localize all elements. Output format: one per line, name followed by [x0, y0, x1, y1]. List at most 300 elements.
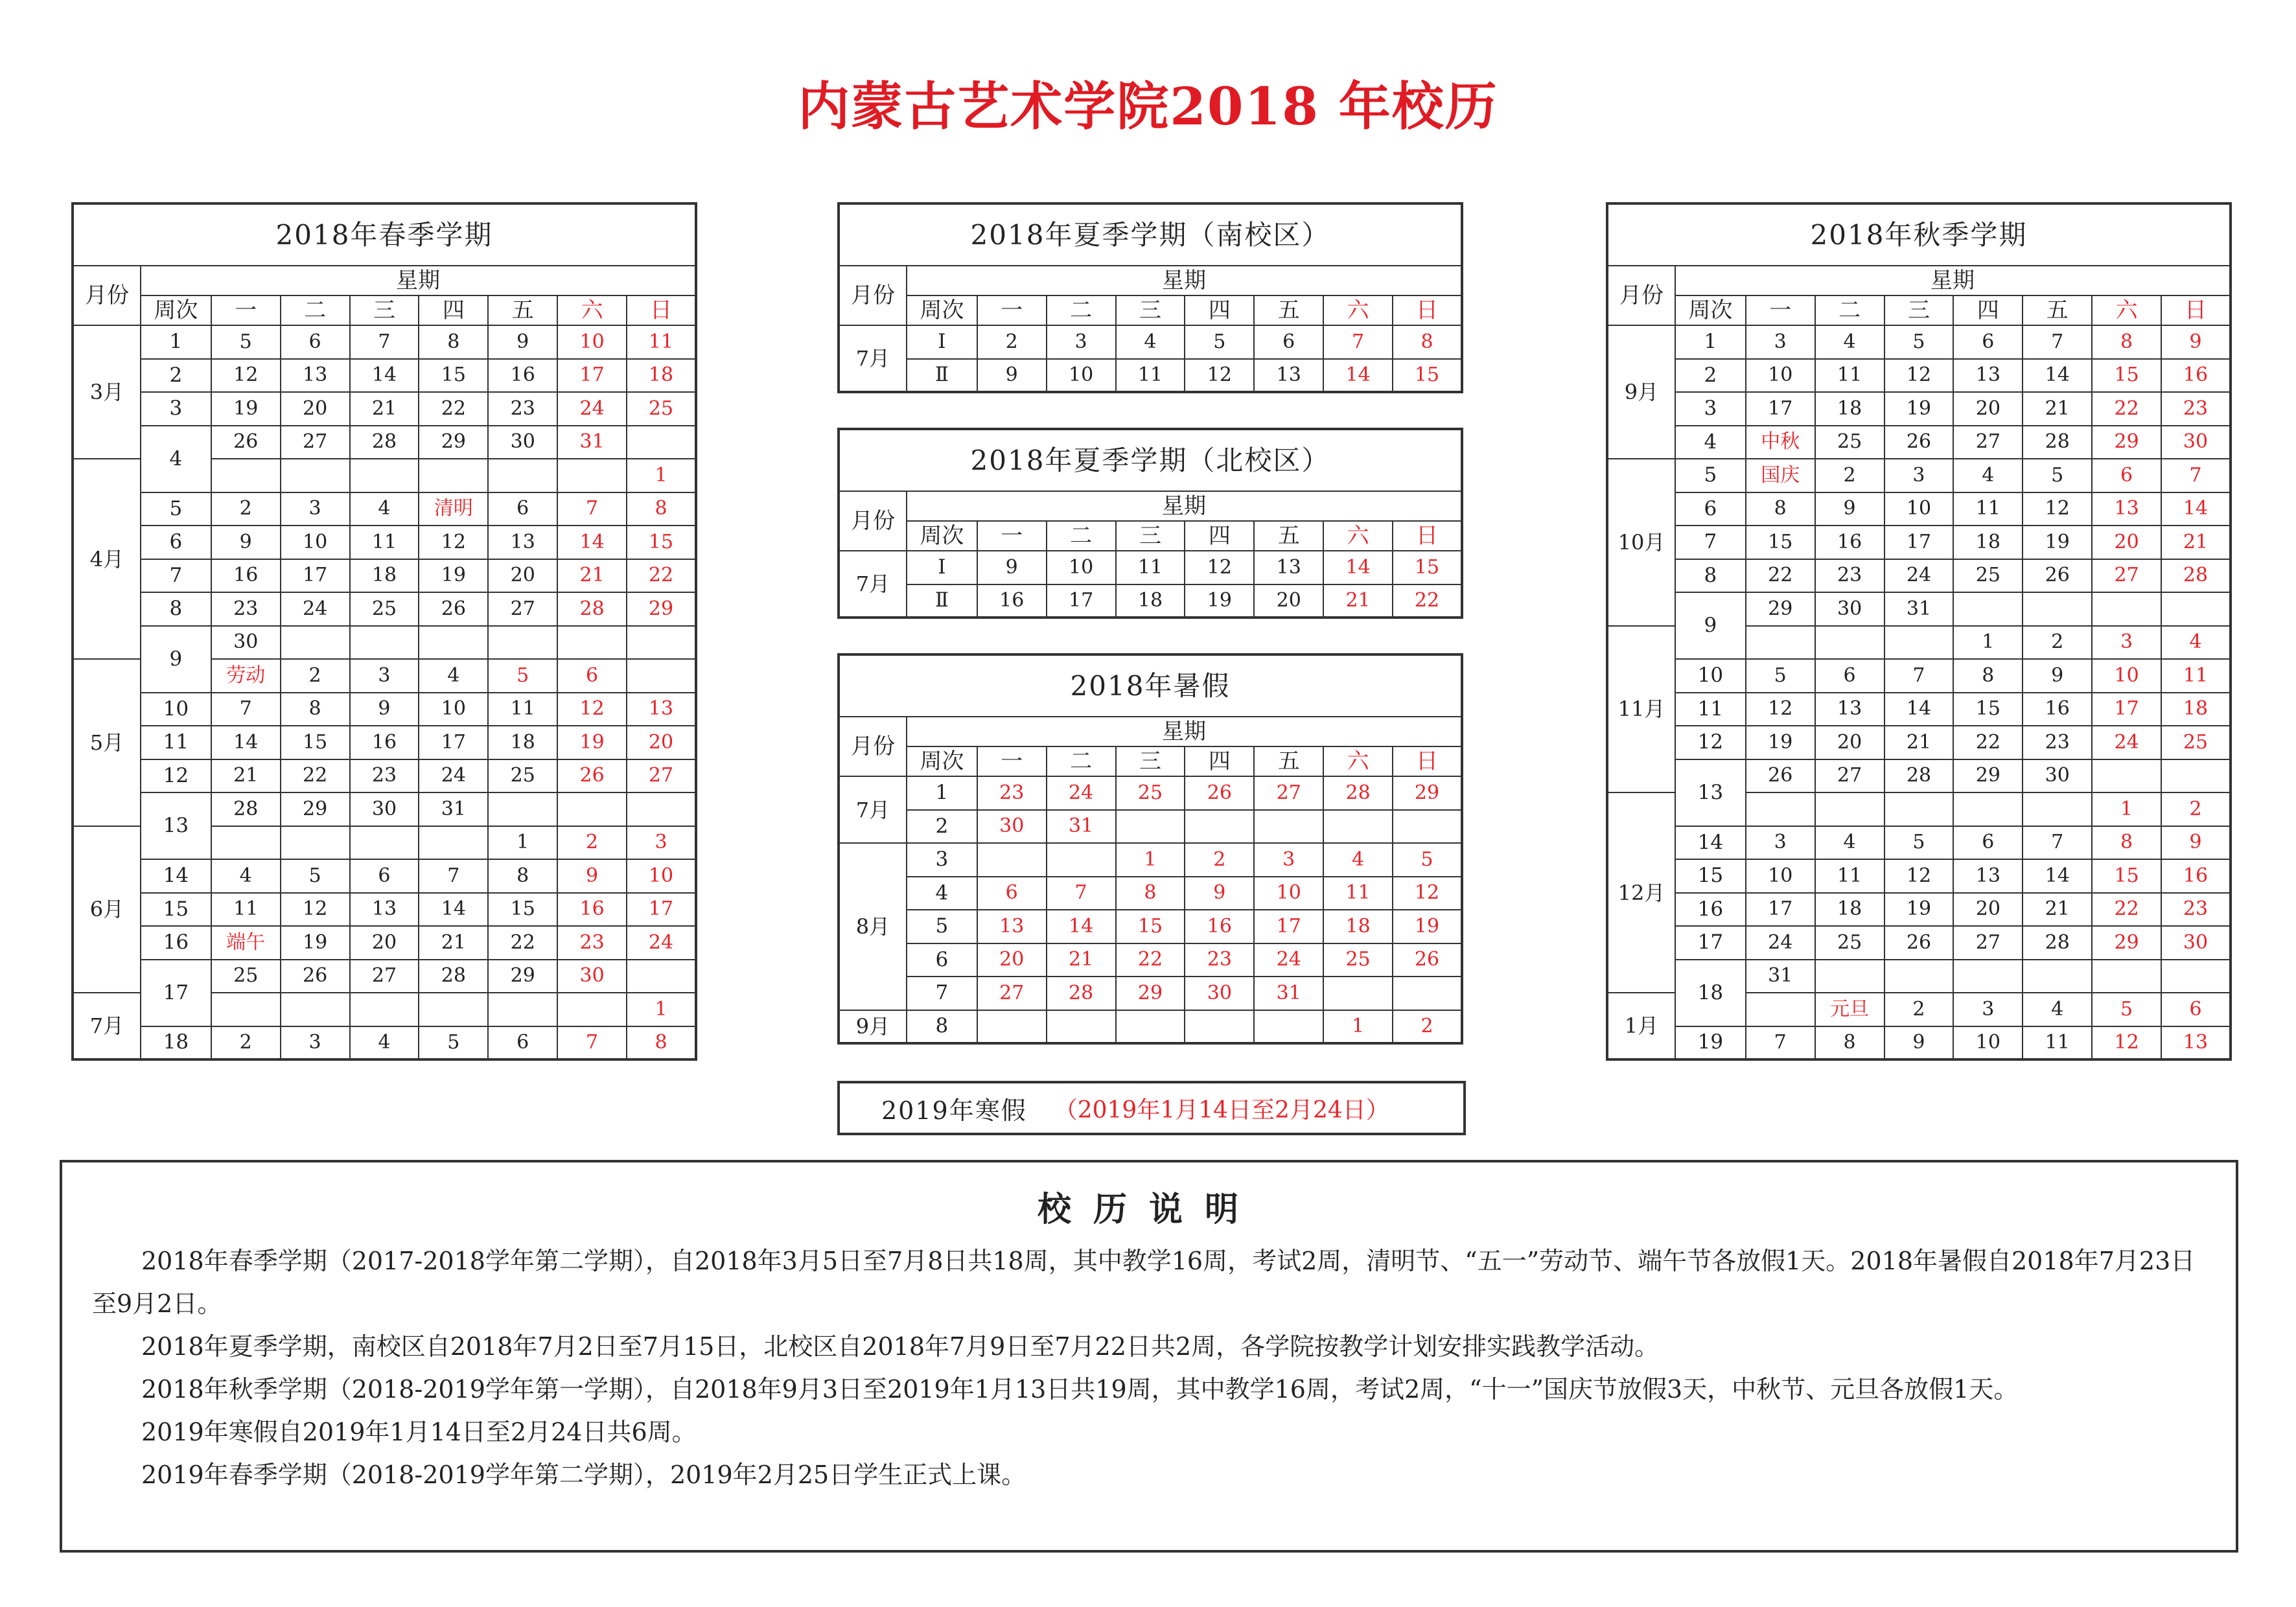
day-cell: 19: [1393, 910, 1462, 943]
day-cell: 15: [1393, 359, 1462, 393]
day-cell: [2092, 960, 2161, 993]
weekday-label: 三: [1116, 521, 1185, 551]
day-cell: 8: [627, 492, 696, 526]
notes-paragraph: 2018年春季学期（2017-2018学年第二学期），自2018年3月5日至7月8日共18周，其中教学16周，考试2周，清明节、“五一”劳动节、端午节各放假1天。2018年暑假自2018年7月23日至9月2日。: [92, 1247, 2196, 1318]
day-cell: 8: [627, 1026, 696, 1060]
week-number: 1: [907, 776, 977, 810]
day-cell: 26: [557, 759, 627, 793]
day-cell: 25: [2161, 726, 2231, 759]
day-cell: [350, 626, 419, 660]
weekday-label: 二: [1047, 521, 1116, 551]
day-cell: 13: [1815, 693, 1884, 726]
day-cell: 26: [281, 960, 350, 993]
day-cell: 29: [419, 426, 488, 459]
day-cell: 21: [1884, 726, 1954, 759]
week-number: 2: [141, 359, 211, 393]
day-cell: 10: [1746, 359, 1815, 393]
day-cell: 3: [1254, 843, 1323, 877]
day-cell: 22: [627, 559, 696, 593]
day-cell: [488, 993, 557, 1026]
weekday-label: 五: [488, 295, 557, 325]
day-cell: 27: [1254, 776, 1323, 810]
day-cell: 5: [488, 659, 557, 693]
weekday-label: 五: [1254, 521, 1323, 551]
day-cell: 6: [488, 1026, 557, 1060]
day-cell: 1: [627, 459, 696, 492]
day-cell: 28: [211, 792, 281, 826]
weekday-label: 一: [977, 521, 1047, 551]
day-cell: 11: [350, 526, 419, 559]
day-cell: 23: [1815, 559, 1884, 593]
weekday-label: 一: [977, 295, 1047, 325]
week-number: 7: [907, 977, 977, 1010]
day-cell: 30: [2023, 759, 2092, 793]
day-cell: 18: [1815, 392, 1884, 426]
day-cell: 9: [2023, 659, 2092, 693]
month-label: 6月: [73, 826, 141, 993]
day-cell: [1884, 960, 1954, 993]
day-cell: 11: [1815, 859, 1884, 893]
day-cell: 25: [1815, 426, 1884, 459]
day-cell: 23: [1185, 943, 1254, 977]
day-cell: 18: [1953, 526, 2023, 559]
day-cell: 14: [211, 726, 281, 759]
day-cell: [211, 993, 281, 1026]
day-cell: 8: [281, 693, 350, 726]
week-number: Ⅱ: [907, 584, 977, 618]
day-cell: 24: [1047, 776, 1116, 810]
day-cell: 29: [488, 960, 557, 993]
day-cell: 2: [2161, 792, 2231, 826]
month-label: 7月: [73, 993, 141, 1059]
day-cell: 18: [1323, 910, 1393, 943]
week-number: 9: [141, 626, 211, 693]
day-cell: 9: [2161, 325, 2231, 359]
day-cell: 20: [1953, 893, 2023, 927]
day-cell: 21: [211, 759, 281, 793]
day-cell: 6: [1953, 325, 2023, 359]
week-number: 11: [1675, 693, 1746, 726]
day-cell: 29: [1116, 977, 1185, 1010]
day-cell: 12: [1884, 359, 1954, 393]
day-cell: 7: [557, 492, 627, 526]
day-cell: 19: [211, 392, 281, 426]
day-cell: [1746, 792, 1815, 826]
day-cell: 13: [1254, 551, 1323, 584]
day-cell: 15: [1746, 526, 1815, 559]
day-cell: [2161, 960, 2231, 993]
notes-title: 校历说明: [1037, 1190, 1260, 1229]
day-cell: 25: [1323, 943, 1393, 977]
day-cell: [557, 993, 627, 1026]
day-cell: 1: [2092, 792, 2161, 826]
day-cell: 17: [281, 559, 350, 593]
weekday-label: 日: [1393, 746, 1462, 776]
week-number: 6: [141, 526, 211, 559]
day-cell: 6: [557, 659, 627, 693]
day-cell: 1: [488, 826, 557, 860]
month-label: 9月: [1607, 325, 1675, 459]
day-cell: [350, 826, 419, 860]
day-cell: 端午: [211, 926, 281, 960]
day-cell: 15: [1393, 551, 1462, 584]
week-number: Ⅰ: [907, 325, 977, 359]
week-number: 15: [1675, 859, 1746, 893]
autumn-semester-table: [1606, 202, 2232, 1061]
day-cell: 13: [1254, 359, 1323, 393]
day-cell: 5: [1884, 325, 1954, 359]
week-number: 2: [907, 810, 977, 844]
day-cell: [488, 626, 557, 660]
day-cell: 3: [1047, 325, 1116, 359]
weekday-label: 日: [1393, 295, 1462, 325]
day-cell: [1185, 1010, 1254, 1044]
week-number: 5: [141, 492, 211, 526]
day-cell: 15: [419, 359, 488, 393]
day-cell: 30: [2161, 426, 2231, 459]
day-cell: 17: [1884, 526, 1954, 559]
day-cell: 30: [211, 626, 281, 660]
day-cell: 24: [1746, 926, 1815, 960]
weekday-label: 日: [1393, 521, 1462, 551]
month-label: 9月: [839, 1010, 907, 1044]
day-cell: [1815, 960, 1884, 993]
day-cell: 9: [1815, 492, 1884, 526]
day-cell: 6: [281, 325, 350, 359]
day-cell: 25: [350, 592, 419, 626]
day-cell: 20: [1953, 392, 2023, 426]
day-cell: 21: [2161, 526, 2231, 559]
day-cell: 6: [2161, 993, 2231, 1026]
month-label: 10月: [1607, 459, 1675, 626]
day-cell: [557, 792, 627, 826]
week-number: 6: [907, 943, 977, 977]
day-cell: 29: [1953, 759, 2023, 793]
month-label: 8月: [839, 843, 907, 1010]
day-cell: [281, 993, 350, 1026]
day-cell: 6: [2092, 459, 2161, 492]
day-cell: 8: [1953, 659, 2023, 693]
day-cell: 3: [1746, 826, 1815, 860]
day-cell: 17: [1746, 392, 1815, 426]
day-cell: 国庆: [1746, 459, 1815, 492]
day-cell: 6: [350, 859, 419, 893]
day-cell: 21: [350, 392, 419, 426]
day-cell: 28: [350, 426, 419, 459]
day-cell: [281, 826, 350, 860]
day-cell: 16: [350, 726, 419, 759]
week-number: 18: [1675, 960, 1746, 1026]
weekday-label: 日: [2161, 295, 2231, 325]
week-number: 7: [141, 559, 211, 593]
day-cell: 31: [1884, 592, 1954, 626]
day-cell: 9: [557, 859, 627, 893]
day-cell: 3: [1953, 993, 2023, 1026]
week-number: 7: [1675, 526, 1746, 559]
weekday-label: 六: [2092, 295, 2161, 325]
day-cell: [557, 626, 627, 660]
winter-break-label: 2019年寒假: [881, 1096, 1027, 1125]
month-header: 月份: [839, 491, 907, 551]
day-cell: 9: [488, 325, 557, 359]
day-cell: 16: [2161, 359, 2231, 393]
weekday-label: 四: [1185, 746, 1254, 776]
day-cell: 15: [1116, 910, 1185, 943]
day-cell: [2161, 759, 2231, 793]
day-cell: 13: [1953, 859, 2023, 893]
day-cell: 10: [419, 693, 488, 726]
day-cell: 12: [1746, 693, 1815, 726]
day-cell: [627, 426, 696, 459]
day-cell: 25: [1953, 559, 2023, 593]
day-cell: 14: [2023, 859, 2092, 893]
notes-paragraph: 2019年春季学期（2018-2019学年第二学期），2019年2月25日学生正式上课。: [141, 1461, 1026, 1489]
day-cell: 7: [350, 325, 419, 359]
month-header: 月份: [73, 266, 141, 325]
day-cell: [488, 459, 557, 492]
day-cell: 6: [488, 492, 557, 526]
day-cell: 14: [1047, 910, 1116, 943]
weekday-header: 星期: [1675, 266, 2231, 295]
week-number: 17: [141, 960, 211, 1026]
day-cell: 11: [627, 325, 696, 359]
week-number: 16: [141, 926, 211, 960]
day-cell: [281, 459, 350, 492]
day-cell: [627, 626, 696, 660]
weekday-label: 六: [1323, 746, 1393, 776]
day-cell: 1: [1323, 1010, 1393, 1044]
week-number: 9: [1675, 592, 1746, 659]
day-cell: 23: [2023, 726, 2092, 759]
day-cell: 13: [281, 359, 350, 393]
day-cell: 7: [2161, 459, 2231, 492]
day-cell: 26: [2023, 559, 2092, 593]
day-cell: 29: [281, 792, 350, 826]
day-cell: [1323, 977, 1393, 1010]
week-number: 2: [1675, 359, 1746, 393]
day-cell: 11: [1116, 551, 1185, 584]
week-number: 1: [141, 325, 211, 359]
day-cell: 6: [977, 877, 1047, 910]
day-cell: [1393, 810, 1462, 844]
weekday-label: 二: [1047, 746, 1116, 776]
week-number-header: 周次: [907, 521, 977, 551]
day-cell: [281, 626, 350, 660]
week-number: 10: [141, 693, 211, 726]
day-cell: 24: [281, 592, 350, 626]
day-cell: 24: [1254, 943, 1323, 977]
day-cell: 31: [1047, 810, 1116, 844]
weekday-label: 四: [1953, 295, 2023, 325]
month-header: 月份: [839, 717, 907, 776]
day-cell: 5: [1393, 843, 1462, 877]
day-cell: 12: [1393, 877, 1462, 910]
day-cell: 16: [977, 584, 1047, 618]
day-cell: 27: [488, 592, 557, 626]
weekday-label: 三: [1116, 295, 1185, 325]
month-header: 月份: [839, 266, 907, 325]
week-number: 10: [1675, 659, 1746, 693]
day-cell: 8: [1393, 325, 1462, 359]
day-cell: 4: [2023, 993, 2092, 1026]
day-cell: 15: [2092, 859, 2161, 893]
day-cell: 28: [2023, 426, 2092, 459]
day-cell: 15: [281, 726, 350, 759]
day-cell: 21: [1047, 943, 1116, 977]
weekday-label: 五: [1254, 746, 1323, 776]
day-cell: 18: [1116, 584, 1185, 618]
day-cell: 3: [350, 659, 419, 693]
day-cell: 17: [1746, 893, 1815, 927]
day-cell: 21: [2023, 893, 2092, 927]
day-cell: 7: [419, 859, 488, 893]
day-cell: 25: [1116, 776, 1185, 810]
day-cell: 23: [2161, 893, 2231, 927]
day-cell: [1185, 810, 1254, 844]
day-cell: [1047, 843, 1116, 877]
day-cell: [1254, 1010, 1323, 1044]
day-cell: 12: [1185, 359, 1254, 393]
summer-break-table: [837, 653, 1463, 1045]
table-title: 2018年春季学期: [73, 203, 696, 266]
day-cell: 14: [1884, 693, 1954, 726]
day-cell: [627, 792, 696, 826]
day-cell: 20: [281, 392, 350, 426]
day-cell: 9: [350, 693, 419, 726]
day-cell: [1884, 626, 1954, 660]
table-title: 2018年暑假: [839, 654, 1462, 717]
day-cell: 16: [1185, 910, 1254, 943]
day-cell: 26: [1185, 776, 1254, 810]
day-cell: 元旦: [1815, 993, 1884, 1026]
day-cell: 2: [1884, 993, 1954, 1026]
notes-paragraph: 2018年夏季学期，南校区自2018年7月2日至7月15日，北校区自2018年7月9日至7月22日共2周，各学院按教学计划安排实践教学活动。: [141, 1332, 1660, 1361]
day-cell: 18: [2161, 693, 2231, 726]
week-number: 18: [141, 1026, 211, 1060]
day-cell: [419, 459, 488, 492]
day-cell: [350, 993, 419, 1026]
day-cell: 21: [419, 926, 488, 960]
week-number: 4: [1675, 426, 1746, 459]
day-cell: 27: [350, 960, 419, 993]
winter-break-range: （2019年1月14日至2月24日）: [1054, 1096, 1389, 1124]
month-label: 12月: [1607, 792, 1675, 993]
day-cell: 4: [1815, 325, 1884, 359]
day-cell: 25: [627, 392, 696, 426]
day-cell: 20: [350, 926, 419, 960]
day-cell: 22: [1393, 584, 1462, 618]
day-cell: 28: [2161, 559, 2231, 593]
day-cell: 14: [2161, 492, 2231, 526]
day-cell: [1815, 792, 1884, 826]
day-cell: 22: [281, 759, 350, 793]
day-cell: 13: [488, 526, 557, 559]
day-cell: [1393, 977, 1462, 1010]
day-cell: 7: [1884, 659, 1954, 693]
day-cell: 26: [419, 592, 488, 626]
day-cell: 20: [1254, 584, 1323, 618]
weekday-label: 三: [1884, 295, 1954, 325]
day-cell: [2023, 960, 2092, 993]
day-cell: 11: [488, 693, 557, 726]
day-cell: 26: [1746, 759, 1815, 793]
day-cell: 18: [488, 726, 557, 759]
day-cell: 10: [1047, 359, 1116, 393]
day-cell: [2023, 592, 2092, 626]
day-cell: 19: [1746, 726, 1815, 759]
week-number: 3: [141, 392, 211, 426]
day-cell: 13: [1953, 359, 2023, 393]
day-cell: 2: [977, 325, 1047, 359]
weekday-label: 三: [350, 295, 419, 325]
day-cell: [2161, 592, 2231, 626]
month-label: 1月: [1607, 993, 1675, 1059]
day-cell: 17: [1254, 910, 1323, 943]
day-cell: 5: [1884, 826, 1954, 860]
day-cell: 2: [211, 1026, 281, 1060]
weekday-label: 二: [1815, 295, 1884, 325]
page-title: 内蒙古艺术学院2018 年校历: [798, 76, 1498, 137]
day-cell: 30: [557, 960, 627, 993]
week-number: 13: [1675, 759, 1746, 826]
week-number: 16: [1675, 893, 1746, 927]
day-cell: [2092, 592, 2161, 626]
day-cell: 4: [1116, 325, 1185, 359]
weekday-header: 星期: [907, 266, 1462, 295]
day-cell: 13: [2092, 492, 2161, 526]
day-cell: 16: [557, 893, 627, 927]
week-number-header: 周次: [1675, 295, 1746, 325]
week-number-header: 周次: [141, 295, 211, 325]
day-cell: 21: [557, 559, 627, 593]
week-number: 1: [1675, 325, 1746, 359]
month-label: 3月: [73, 325, 141, 459]
month-label: 7月: [839, 776, 907, 843]
weekday-label: 二: [1047, 295, 1116, 325]
week-number: 19: [1675, 1026, 1746, 1060]
day-cell: [977, 1010, 1047, 1044]
day-cell: 8: [1116, 877, 1185, 910]
day-cell: 2: [2023, 626, 2092, 660]
summer-south-table: [837, 202, 1463, 393]
day-cell: 22: [1746, 559, 1815, 593]
day-cell: 8: [1815, 1026, 1884, 1060]
day-cell: 17: [2092, 693, 2161, 726]
day-cell: [1254, 810, 1323, 844]
day-cell: 3: [281, 492, 350, 526]
day-cell: 17: [627, 893, 696, 927]
week-number: 11: [141, 726, 211, 759]
day-cell: 29: [627, 592, 696, 626]
day-cell: 28: [557, 592, 627, 626]
day-cell: [1884, 792, 1954, 826]
day-cell: 20: [488, 559, 557, 593]
day-cell: 3: [1746, 325, 1815, 359]
week-number: 3: [907, 843, 977, 877]
day-cell: 4: [2161, 626, 2231, 660]
day-cell: 27: [1815, 759, 1884, 793]
day-cell: 清明: [419, 492, 488, 526]
day-cell: 11: [1116, 359, 1185, 393]
week-number: 3: [1675, 392, 1746, 426]
day-cell: 5: [211, 325, 281, 359]
day-cell: [2092, 759, 2161, 793]
day-cell: 30: [1185, 977, 1254, 1010]
day-cell: 22: [419, 392, 488, 426]
day-cell: 8: [488, 859, 557, 893]
month-label: 7月: [839, 325, 907, 392]
day-cell: 4: [350, 1026, 419, 1060]
